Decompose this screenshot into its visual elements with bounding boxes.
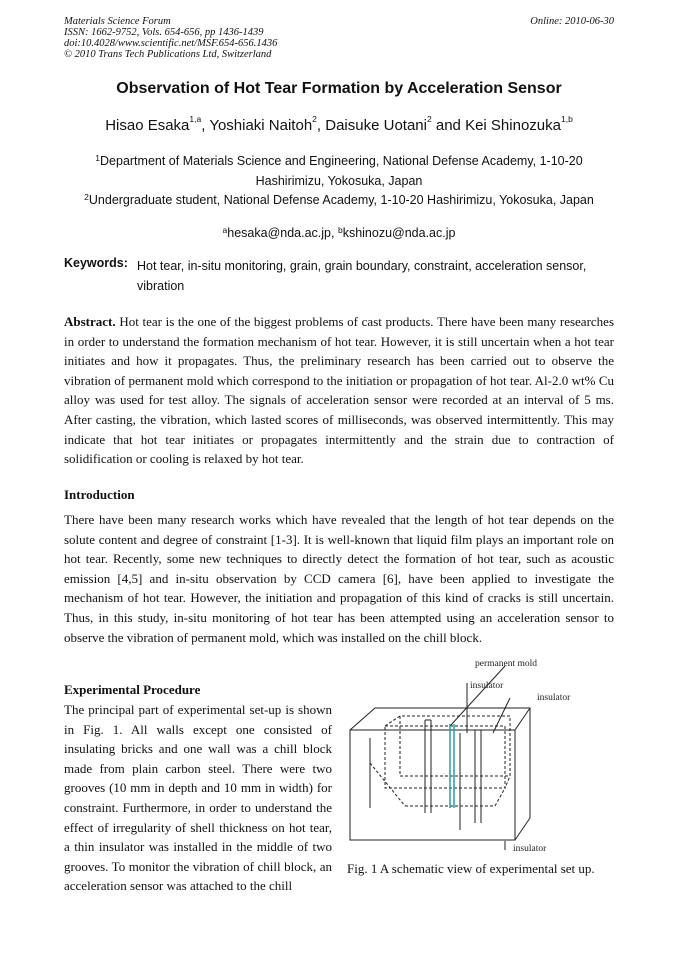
affiliation-sup: 1 <box>95 153 101 163</box>
author-sup: 1,a <box>189 114 202 124</box>
label-insulator: insulator <box>470 681 504 691</box>
affiliation-1 <box>60 151 618 191</box>
thin-insulator <box>450 724 454 808</box>
author-sup: 2 <box>312 114 317 124</box>
email-sup: a <box>222 225 228 235</box>
affiliation-2 <box>60 190 618 210</box>
journal-header <box>64 16 277 60</box>
abstract <box>64 312 614 469</box>
email-link[interactable]: kshinozu@nda.ac.jp <box>342 226 456 240</box>
journal-doi: doi:10.4028/www.scientific.net/MSF.654-656.1436 <box>64 38 278 49</box>
figure-1-schematic <box>345 658 615 858</box>
abstract-label: Abstract. <box>64 314 116 329</box>
journal-copyright: © 2010 Trans Tech Publications Ltd, Switzerland <box>64 49 272 60</box>
leader-mold <box>450 666 505 726</box>
label-insulator: insulator <box>513 844 547 854</box>
email-line <box>60 223 618 243</box>
experimental-text: The principal part of experimental set-up is shown in Fig. 1. All walls except one consisted of insulating bricks and one wall was a chill block made from plain carbon steel. There were two grooves (10 mm in depth and 10 mm in width) for constraint. Furthermore, in order to understand the effect of irregularity of shell thickness on hot tear, a thin insulator was installed in the middle of two grooves. To monitor the vibration of chill block, an acceleration sensor was attached to the chill <box>64 702 332 894</box>
keywords-text: Hot tear, in-situ monitoring, grain, grain boundary, constraint, acceleration sensor, vibration <box>137 259 587 293</box>
introduction-text: There have been many research works which have revealed that the length of hot tear depends on the solute content and degree of constraint [1-3]. It is well-known that liquid film plays an important role on hot tear. Recently, some new techniques to directly detect the formation of hot tear, such as acoustic emission [4,5] and in-situ observation by CCD camera [6], have been applied to investigate the mechanism of hot tear. However, the initiation and propagation of this kind of cracks is still uncertain. Thus, in this study, in-situ monitoring of hot tear has been attempted using an acceleration sensor to observe the vibration of permanent mold, which was installed on the chill block. <box>64 512 614 645</box>
box-edge <box>515 708 530 730</box>
journal-issn: ISSN: 1662-9752, Vols. 654-656, pp 1436-1439 <box>64 27 264 38</box>
email-sup: b <box>337 225 343 235</box>
keywords-label: Keywords: <box>64 256 128 270</box>
author-name: Daisuke Uotani <box>325 117 427 134</box>
label-insulator: insulator <box>537 693 571 703</box>
author-sep: and <box>431 117 466 134</box>
affiliation-text: Department of Materials Science and Engineering, National Defense Academy, 1-10-20 <box>100 154 583 168</box>
paper-title: Observation of Hot Tear Formation by Acceleration Sensor <box>116 80 562 97</box>
affiliation-sup: 2 <box>84 192 89 202</box>
section-heading: Experimental Procedure <box>64 682 201 697</box>
email-sep: , <box>331 226 338 240</box>
author-sup: 1,b <box>560 114 573 124</box>
abstract-text: Hot tear is the one of the biggest problems of cast products. There have been many researches in order to understand the formation mechanism of hot tear. However, it is still uncertain when a hot tear initiates and how it propagates. Thus, the preliminary research has been carried out to observe the vibration of permanent mold which correspond to the initiation or propagation of hot tear. Al-2.0 wt% Cu alloy was used for test alloy. The signals of acceleration sensor were recorded at an interval of 5 ms. After casting, the vibration, which lasted scores of milliseconds, was observed intermittently. This may indicate that hot tear initiates or propagates intermittently and the strain due to contraction of solidification or cooling is relaxed by hot tear. <box>64 314 615 467</box>
author-sup: 2 <box>426 114 432 124</box>
figure-caption: Fig. 1 A schematic view of experimental set up. <box>347 861 595 876</box>
journal-name: Materials Science Forum <box>64 16 171 27</box>
author-name: Yoshiaki Naitoh <box>209 117 313 134</box>
author-name: Kei Shinozuka <box>465 117 561 134</box>
online-date: Online: 2010-06-30 <box>530 16 614 27</box>
author-sep: , <box>201 117 210 134</box>
affiliation-text: Hashirimizu, Yokosuka, Japan <box>255 174 423 188</box>
author-name: Hisao Esaka <box>105 117 190 134</box>
section-heading: Introduction <box>64 487 135 502</box>
affiliation-text: Undergraduate student, National Defense Academy, 1-10-20 Hashirimizu, Yokosuka, Japan <box>88 193 594 207</box>
author-list <box>0 114 678 134</box>
label-permanent-mold: permanent mold <box>475 659 537 669</box>
box-front-face <box>350 730 515 840</box>
author-sep: , <box>316 117 326 134</box>
groove-left <box>425 720 431 813</box>
box-back-outline <box>350 708 530 840</box>
email-link[interactable]: hesaka@nda.ac.jp <box>227 226 331 240</box>
